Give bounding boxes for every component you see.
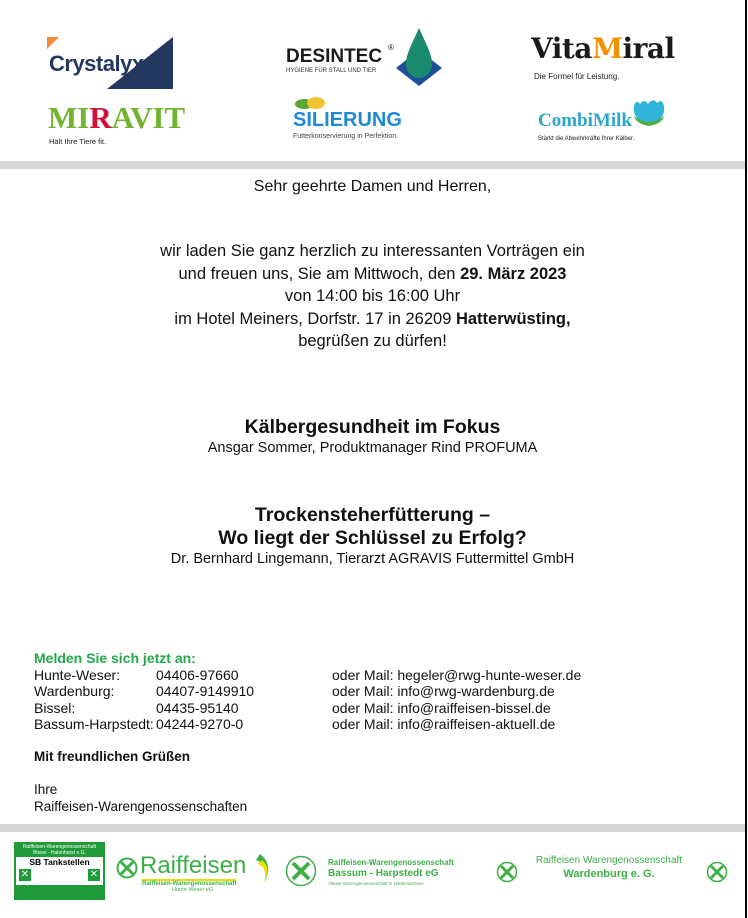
silierung-tagline: Futterkonservierung in Perfektion.	[293, 133, 399, 140]
raiffeisen-cross-icon: ✕	[20, 869, 30, 880]
vitamiral-name-b: iral	[622, 32, 675, 65]
raiffeisen-wardenburg-logo	[494, 855, 734, 887]
contact-mail[interactable]: oder Mail: info@raiffeisen-aktuell.de	[332, 716, 556, 732]
contact-location: Wardenburg:	[34, 683, 115, 699]
greeting: Sehr geehrte Damen und Herren,	[253, 178, 492, 195]
desintec-name: DESINTEC	[286, 46, 383, 67]
leaf-corn-icon	[295, 96, 325, 110]
signature-line-1: Ihre	[34, 782, 58, 797]
contact-location: Bassum-Harpstedt:	[34, 716, 154, 732]
miravit-name	[48, 100, 185, 136]
invitation-text	[0, 240, 745, 353]
invitation-line-2-text: und freuen uns, Sie am Mittwoch, den	[178, 264, 461, 283]
bissel-logo	[14, 842, 105, 900]
combimilk-tagline: Stärkt die Abwehrkräfte Ihrer Kälber.	[538, 136, 635, 142]
wardenburg-line-1: Raiffeisen Warengenossenschaft	[535, 855, 683, 866]
combimilk-logo	[538, 96, 668, 146]
raiffeisen-cross-icon: ✕	[89, 869, 99, 880]
milk-splash-icon	[632, 96, 666, 126]
invitation-line-1: wir laden Sie ganz herzlich zu interessanten Vorträgen ein	[160, 242, 585, 260]
contact-phone: 04435-95140	[156, 699, 239, 716]
flame-leaf-icon	[254, 854, 274, 884]
invitation-line-5: begrüßen zu dürfen!	[298, 332, 447, 350]
bissel-title: SB Tankstellen	[16, 857, 103, 867]
contact-phone: 04406-97660	[156, 666, 239, 683]
crystalyx-name: Crystalyx	[49, 51, 144, 76]
bissel-line-1: Raiffeisen-Warengenossenschaft	[22, 844, 97, 850]
closing: Mit freundlichen Grüßen	[34, 749, 191, 764]
event-time: von 14:00 bis 16:00 Uhr	[284, 287, 461, 305]
vitamiral-name	[531, 32, 675, 65]
raiffeisen-hunte-weser-logo	[116, 852, 276, 892]
raiffeisen-bassum-logo	[285, 853, 485, 893]
contact-row	[34, 667, 581, 684]
bassum-line-2: Bassum - Harpstedt eG	[328, 868, 439, 879]
contact-phone: 04407-9149910	[156, 683, 255, 699]
contact-mail[interactable]: oder Mail: hegeler@rwg-hunte-weser.de	[332, 666, 582, 683]
talk-2-title-line-1: Trockensteherfütterung –	[254, 504, 491, 526]
desintec-tagline: HYGIENE FÜR STALL UND TIER	[286, 68, 377, 74]
contact-row	[34, 683, 581, 700]
vitamiral-name-m: M	[591, 32, 623, 65]
talk-1	[0, 416, 745, 457]
talk-2-title-line-2: Wo liegt der Schlüssel zu Erfolg?	[218, 527, 527, 549]
footer-divider	[0, 824, 745, 832]
miravit-name-r: R	[89, 100, 112, 135]
contact-mail[interactable]: oder Mail: info@rwg-wardenburg.de	[332, 683, 555, 699]
registration-section	[34, 650, 581, 733]
raiffeisen-cross-icon	[285, 855, 317, 887]
water-drop-icon	[396, 28, 442, 86]
raiffeisen-cross-icon	[496, 861, 518, 883]
signature-line-2: Raiffeisen-Warengenossenschaften	[34, 798, 248, 814]
miravit-logo	[48, 100, 190, 150]
bassum-line-3: Älteste Warengenossenschaft in Niedersachsen	[328, 881, 424, 886]
bissel-info-panel	[16, 867, 103, 885]
silierung-name: SILIERUNG	[293, 109, 402, 131]
crystalyx-logo	[47, 37, 173, 89]
contact-mail[interactable]: oder Mail: info@raiffeisen-bissel.de	[332, 699, 551, 716]
bissel-line-2: Bissel - Halenhorst e.G.	[33, 850, 86, 856]
contact-phone: 04244-9270-0	[156, 716, 244, 732]
raiffeisen-cross-icon	[116, 857, 138, 879]
header-divider	[0, 161, 745, 169]
event-date: 29. März 2023	[460, 264, 567, 283]
page-right-border	[745, 0, 747, 918]
contact-location: Bissel:	[34, 699, 76, 716]
vitamiral-tagline: Die Formel für Leistung.	[534, 72, 620, 81]
wardenburg-line-2: Wardenburg e. G.	[563, 868, 655, 880]
bassum-line-1: Raiffeisen-Warengenossenschaft	[328, 858, 454, 867]
raiffeisen-wordmark: Raiffeisen	[140, 852, 247, 879]
event-address: im Hotel Meiners, Dorfstr. 17 in 26209	[174, 309, 456, 328]
contact-row	[34, 716, 581, 733]
talk-2-speaker: Dr. Bernhard Lingemann, Tierarzt AGRAVIS Futtermittel GmbH	[170, 551, 575, 567]
desintec-logo	[286, 28, 442, 86]
hunte-weser-line-1: Raiffeisen-Warengenossenschaft	[142, 881, 237, 887]
contact-row	[34, 700, 581, 717]
combimilk-name: CombiMilk	[538, 110, 632, 131]
raiffeisen-cross-icon	[706, 861, 728, 883]
talk-2	[0, 504, 745, 568]
event-place: Hatterwüsting,	[455, 309, 571, 328]
silierung-logo	[293, 96, 423, 146]
vitamiral-logo	[531, 32, 691, 82]
miravit-name-a: MI	[48, 100, 90, 135]
invitation-line-4	[0, 308, 745, 331]
miravit-name-b: AVIT	[111, 100, 186, 135]
contact-location: Hunte-Weser:	[34, 666, 121, 683]
hunte-weser-line-2: Hunte-Weser eG	[172, 887, 214, 893]
invitation-line-2	[0, 263, 745, 286]
registration-heading: Melden Sie sich jetzt an:	[34, 650, 196, 666]
signature	[34, 782, 247, 815]
vitamiral-name-a: Vita	[531, 32, 592, 65]
desintec-reg: ®	[388, 43, 394, 52]
talk-1-title: Kälbergesundheit im Fokus	[244, 416, 501, 438]
talk-1-speaker: Ansgar Sommer, Produktmanager Rind PROFUMA	[207, 440, 538, 456]
miravit-tagline: Hält Ihre Tiere fit.	[49, 137, 107, 146]
